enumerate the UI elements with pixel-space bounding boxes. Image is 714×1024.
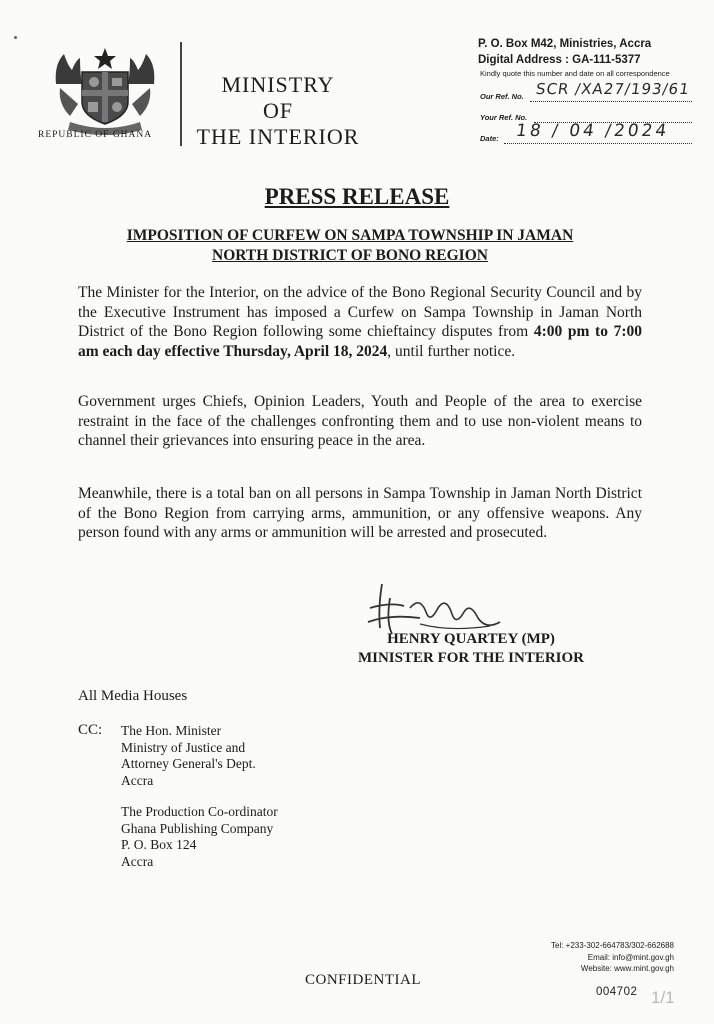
contact-block bbox=[480, 940, 674, 975]
subject-line-2: NORTH DISTRICT OF BONO REGION bbox=[212, 247, 488, 264]
republic-of-ghana-label: REPUBLIC OF GHANA bbox=[38, 130, 153, 140]
cc-block-justice bbox=[121, 723, 256, 789]
contact-tel: Tel: +233-302-664783/302-662688 bbox=[551, 941, 674, 950]
contact-email: Email: info@mint.gov.gh bbox=[587, 952, 674, 962]
header-divider bbox=[180, 42, 182, 146]
ghana-coat-of-arms-icon bbox=[50, 44, 160, 136]
cc-line: The Production Co-ordinator bbox=[121, 804, 278, 819]
scan-speck bbox=[14, 36, 17, 39]
cc-block-publishing bbox=[121, 804, 278, 870]
cc-line: Accra bbox=[121, 853, 154, 869]
our-ref-value: SCR /XA27/193/61 bbox=[534, 80, 691, 98]
cc-line: The Hon. Minister bbox=[121, 723, 222, 738]
paragraph-restraint: Government urges Chiefs, Opinion Leaders, Youth and People of the area to exercise restraint in the face of the challenges confronting them and to use non-violent means to channel their grievances into ensuring peace in the area. bbox=[78, 393, 642, 449]
page-title: PRESS RELEASE bbox=[264, 184, 450, 209]
date-line bbox=[504, 143, 692, 144]
signatory-block bbox=[326, 630, 616, 668]
our-ref-line bbox=[530, 101, 692, 102]
paragraph-arms-ban: Meanwhile, there is a total ban on all persons in Sampa Township in Jaman North District of the Bono Region from carrying arms, ammunition, or any offensive weapons. Any person found with any arms or ammunition will be arrested and prosecuted. bbox=[78, 485, 642, 541]
ministry-line-2: OF bbox=[262, 98, 294, 123]
kindly-quote-note: Kindly quote this number and date on all correspondence bbox=[480, 69, 670, 78]
page-indicator: 1/1 bbox=[651, 988, 675, 1007]
confidential-label: CONFIDENTIAL bbox=[305, 972, 421, 988]
paragraph-curfew-bold: 4:00 pm to 7:00 am each day effective Thursday, April 18, 2024 bbox=[78, 323, 642, 360]
subject-line-1: IMPOSITION OF CURFEW ON SAMPA TOWNSHIP IN JAMAN bbox=[126, 227, 574, 244]
date-label: Date: bbox=[480, 134, 499, 143]
your-ref-label: Your Ref. No. bbox=[480, 113, 528, 122]
paragraph-curfew-text-b: , until further notice. bbox=[387, 342, 516, 360]
digital-address: Digital Address : GA-111-5377 bbox=[478, 54, 641, 66]
cc-line: P. O. Box 124 bbox=[121, 837, 197, 852]
cc-line: Ghana Publishing Company bbox=[121, 820, 274, 836]
paragraph-curfew-text-a: The Minister for the Interior, on the advice of the Bono Regional Security Council and by the Executive Instrument has imposed a Curfew on Sampa Township in Jaman North District of the Bono Region following some chieftaincy disputes from bbox=[78, 284, 642, 340]
paragraph-curfew bbox=[78, 283, 642, 361]
subject-heading bbox=[70, 226, 630, 266]
address-block bbox=[478, 36, 651, 68]
ministry-line-3: THE INTERIOR bbox=[196, 124, 360, 149]
cc-line: Attorney General's Dept. bbox=[121, 756, 256, 771]
date-value: 18 / 04 /2024 bbox=[514, 121, 671, 141]
cc-label: CC: bbox=[78, 722, 103, 738]
serial-number: 004702 bbox=[596, 986, 638, 998]
contact-website: Website: www.mint.gov.gh bbox=[580, 964, 674, 973]
cc-line: Ministry of Justice and bbox=[121, 739, 246, 755]
cc-line: Accra bbox=[121, 772, 154, 788]
recipient-line: All Media Houses bbox=[78, 688, 188, 704]
signatory-name: HENRY QUARTEY (MP) bbox=[387, 631, 555, 647]
our-ref-label: Our Ref. No. bbox=[480, 92, 524, 101]
ministry-name bbox=[188, 72, 368, 150]
ministry-line-1: MINISTRY bbox=[221, 72, 335, 97]
signatory-title: MINISTER FOR THE INTERIOR bbox=[357, 650, 585, 666]
po-box: P. O. Box M42, Ministries, Accra bbox=[478, 38, 652, 50]
